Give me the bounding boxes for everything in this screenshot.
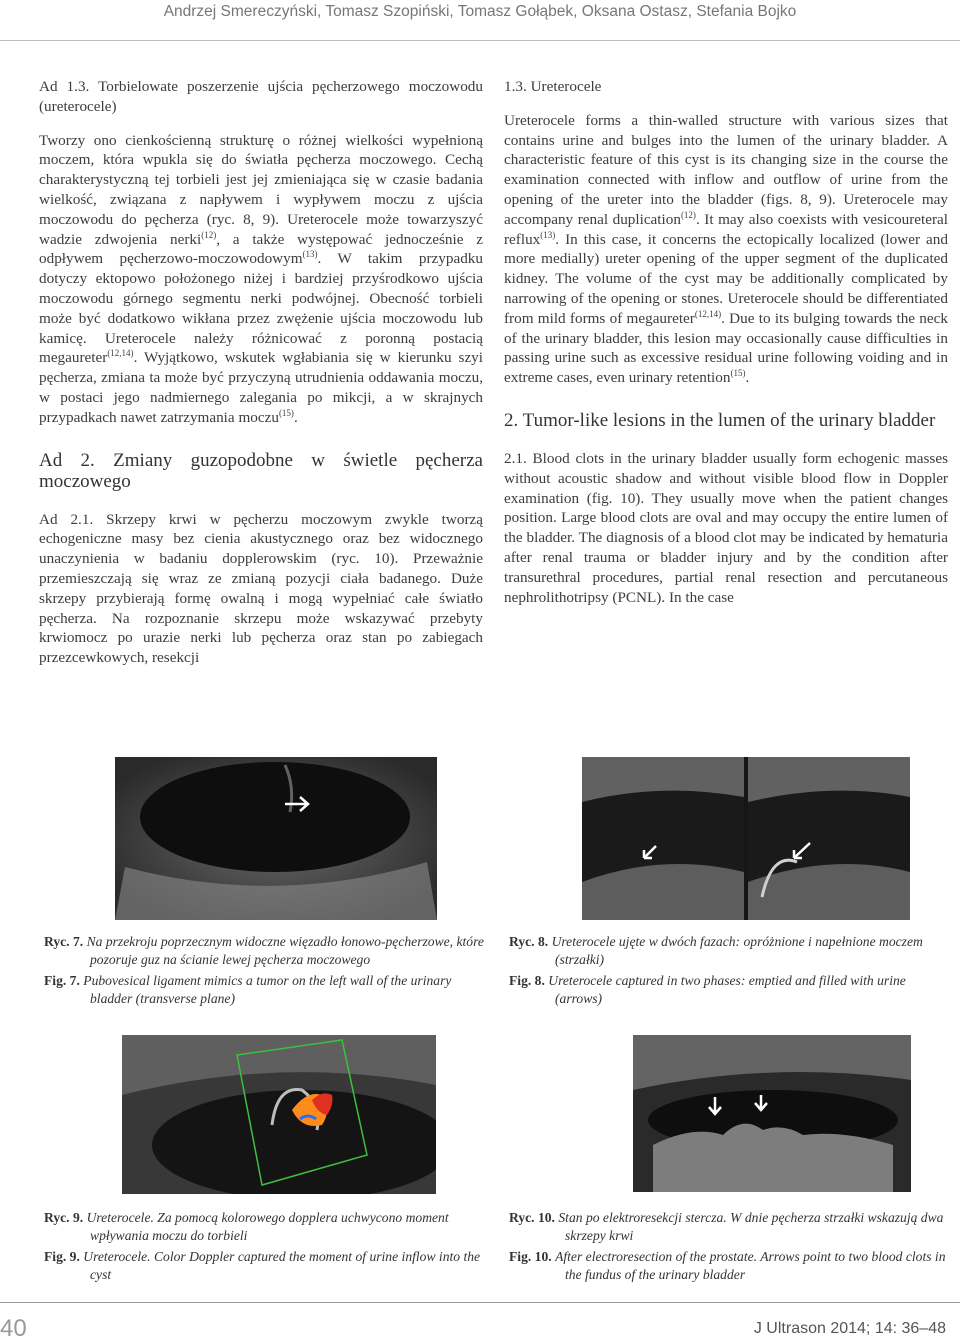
figure-7-ultrasound [115,757,437,920]
caption-text: After electroresection of the prostate. Arrows point to two blood clots in the fundus of the urinary bladder [555,1249,946,1282]
caption-label: Ryc. 10. [509,1210,555,1225]
caption-pl [44,933,484,968]
paragraph-pl-blood-clots: Ad 2.1. Skrzepy krwi w pęcherzu moczowym zwykle tworzą echogeniczne masy bez cienia akustycznego oraz bez widocznego unaczynienia w badaniu dopplerowskim (ryc. 10). Przeważnie przemieszczają się wraz ze zmianą pozycji ciała badanego. Duże skrzepy przybierają formę owalną i mogą wypełniać całe światło pęcherza. Na rozpoznanie skrzepu może wskazywać przebyty krwiomocz po urazie nerki lub pęcherza oraz stan po zabiegach przezcewkowych, resekcji [39,510,483,667]
text-run: , a także występować jednocześnie z odpływem pęcherzowo-moczowodowym [39,230,483,268]
figure-10-ultrasound [633,1035,911,1192]
text-run: Tworzy ono cienkościenną strukturę o różnej wielkości wypełnioną moczem, która wpukla się do światła pęcherza moczowego. Cechą charakterystyczną tej torbieli jest jej zmieniająca się w czasie badania wielkość, związana z napływem i wypływem moczu z ujścia moczowodu do pęcherza (ryc. 8, 9). Ureterocele może towarzyszyć wadzie zdwojenia nerki [39,131,483,248]
caption-text: Na przekroju poprzecznym widoczne więzadło łonowo-pęcherzowe, które pozoruje guz na ścianie lewej pęcherza moczowego [86,934,484,967]
caption-text: Stan po elektroresekcji stercza. W dnie pęcherza strzałki wskazują dwa skrzepy krwi [558,1210,944,1243]
caption-text: Ureterocele ujęte w dwóch fazach: opróżnione i napełnione moczem (strzałki) [551,934,923,967]
caption-en [44,1248,484,1283]
header-divider [0,40,960,41]
section-number: 2. [504,409,519,431]
paragraph-en-ureterocele [504,111,948,388]
citation: (15) [730,368,746,379]
caption-pl [44,1209,484,1244]
caption-label: Ryc. 7. [44,934,84,949]
caption-en [44,972,484,1007]
citation: (12) [680,209,696,220]
section-heading-en-2 [504,410,948,431]
footer-divider [0,1302,960,1303]
paragraph-en-blood-clots: 2.1. Blood clots in the urinary bladder usually form echogenic masses without acoustic shadow and without visible blood flow in Doppler examination (fig. 10). They usually move when the patient changes position. Large blood clots are oval and may occupy the entire lumen of the bladder. The diagnosis of a blood clot may be indicated by hematuria after renal trauma or bladder injury and by the condition after transurethral procedures, partial renal resection and percutaneous nephrolithotripsy (PCNL). In the case [504,449,948,606]
caption-label: Ryc. 8. [509,934,549,949]
caption-pl [509,1209,949,1244]
caption-figure-7 [44,933,484,1011]
citation: (15) [278,407,294,418]
text-run: . [745,369,750,387]
citation: (13) [302,249,318,260]
caption-figure-8 [509,933,949,1011]
running-header: Andrzej Smereczyński, Tomasz Szopiński, Tomasz Gołąbek, Oksana Ostasz, Stefania Bojko [163,3,797,20]
caption-pl [509,933,949,968]
section-heading-en-1-3: 1.3. Ureterocele [504,78,602,95]
citation: (12) [201,229,217,240]
text-run: . W takim przypadku dotyczy ektopowo położonego niżej i bardziej przyśrodkowo ujścia moczowodu górnego segmentu nerki podwójnej. Obecność torbieli może być dodatkowo wikłana przez zwężenie ujścia moczowodu lub kamicę. Ureterocele należy różnicować z poronną postacią megaureter [39,250,483,367]
paragraph-pl-ureterocele [39,131,483,428]
caption-text: Pubovesical ligament mimics a tumor on the left wall of the urinary bladder (transverse plane) [83,973,452,1006]
caption-text: Ureterocele. Za pomocą kolorowego dopplera uchwycono moment wpływania moczu do torbieli [86,1210,449,1243]
section-title: Tumor-like lesions in the lumen of the urinary bladder [522,409,936,431]
section-heading-pl-1-3: Ad 1.3. Torbielowate poszerzenie ujścia pęcherzowego moczowodu (ureterocele) [39,78,483,115]
section-title: Zmiany guzopodobne w świetle pęcherza moczowego [39,449,483,492]
figure-8-ultrasound [582,757,910,920]
text-run: . It may also coexists with vesicoureteral reflux [504,210,948,248]
text-run: . [293,408,298,426]
text-run: . In this case, it concerns the ectopically localized (lower and more medially) ureter opening of the upper segment of the duplicated kidney. The volume of the cyst may be additionally complicated by narrowing of the opening or stones. Ureterocele should be differentiated from mild forms of megaureter [504,230,948,327]
figure-9-color-doppler [122,1035,436,1194]
caption-en [509,972,949,1007]
page-number: 40 [0,1315,27,1342]
caption-en [509,1248,949,1283]
section-number: Ad 2. [39,449,95,471]
caption-label: Fig. 10. [509,1249,552,1264]
right-column [504,77,948,622]
journal-citation: J Ultrason 2014; 14: 36–48 [753,1320,946,1337]
caption-text: Ureterocele captured in two phases: emptied and filled with urine (arrows) [548,973,906,1006]
caption-figure-9 [44,1209,484,1287]
citation: (13) [540,229,556,240]
citation: (12,14) [107,348,134,359]
text-run: Ureterocele forms a thin-walled structure with various sizes that contains urine and bulges into the lumen of the urinary bladder. A characteristic feature of this cyst is its changing size in the course the examination connected with inflow and outflow of urine from the opening of the ureter into the bladder (figs. 8, 9). Ureterocele may accompany renal duplication [504,111,948,228]
caption-label: Ryc. 9. [44,1210,84,1225]
text-run: . Wyjątkowo, wskutek wgłabiania się w kierunku szyi pęcherza, zmiana ta może być przyczyną utrudnienia oddawania moczu, w postaci jego nadmiernego zalegania po mikcji, a w skrajnych przypadkach nawet zatrzymania moczu [39,349,483,426]
text-run: . Due to its bulging towards the neck of the urinary bladder, this lesion may occasionally cause difficulties in passing urine such as excessive residual urine following voiding and in extreme cases, even urinary retention [504,309,948,387]
section-heading-pl-2 [39,450,483,492]
caption-label: Fig. 8. [509,973,545,988]
citation: (12,14) [694,308,722,319]
caption-figure-10 [509,1209,949,1287]
caption-label: Fig. 7. [44,973,80,988]
left-column [39,77,483,683]
caption-label: Fig. 9. [44,1249,80,1264]
caption-text: Ureterocele. Color Doppler captured the moment of urine inflow into the cyst [83,1249,481,1282]
